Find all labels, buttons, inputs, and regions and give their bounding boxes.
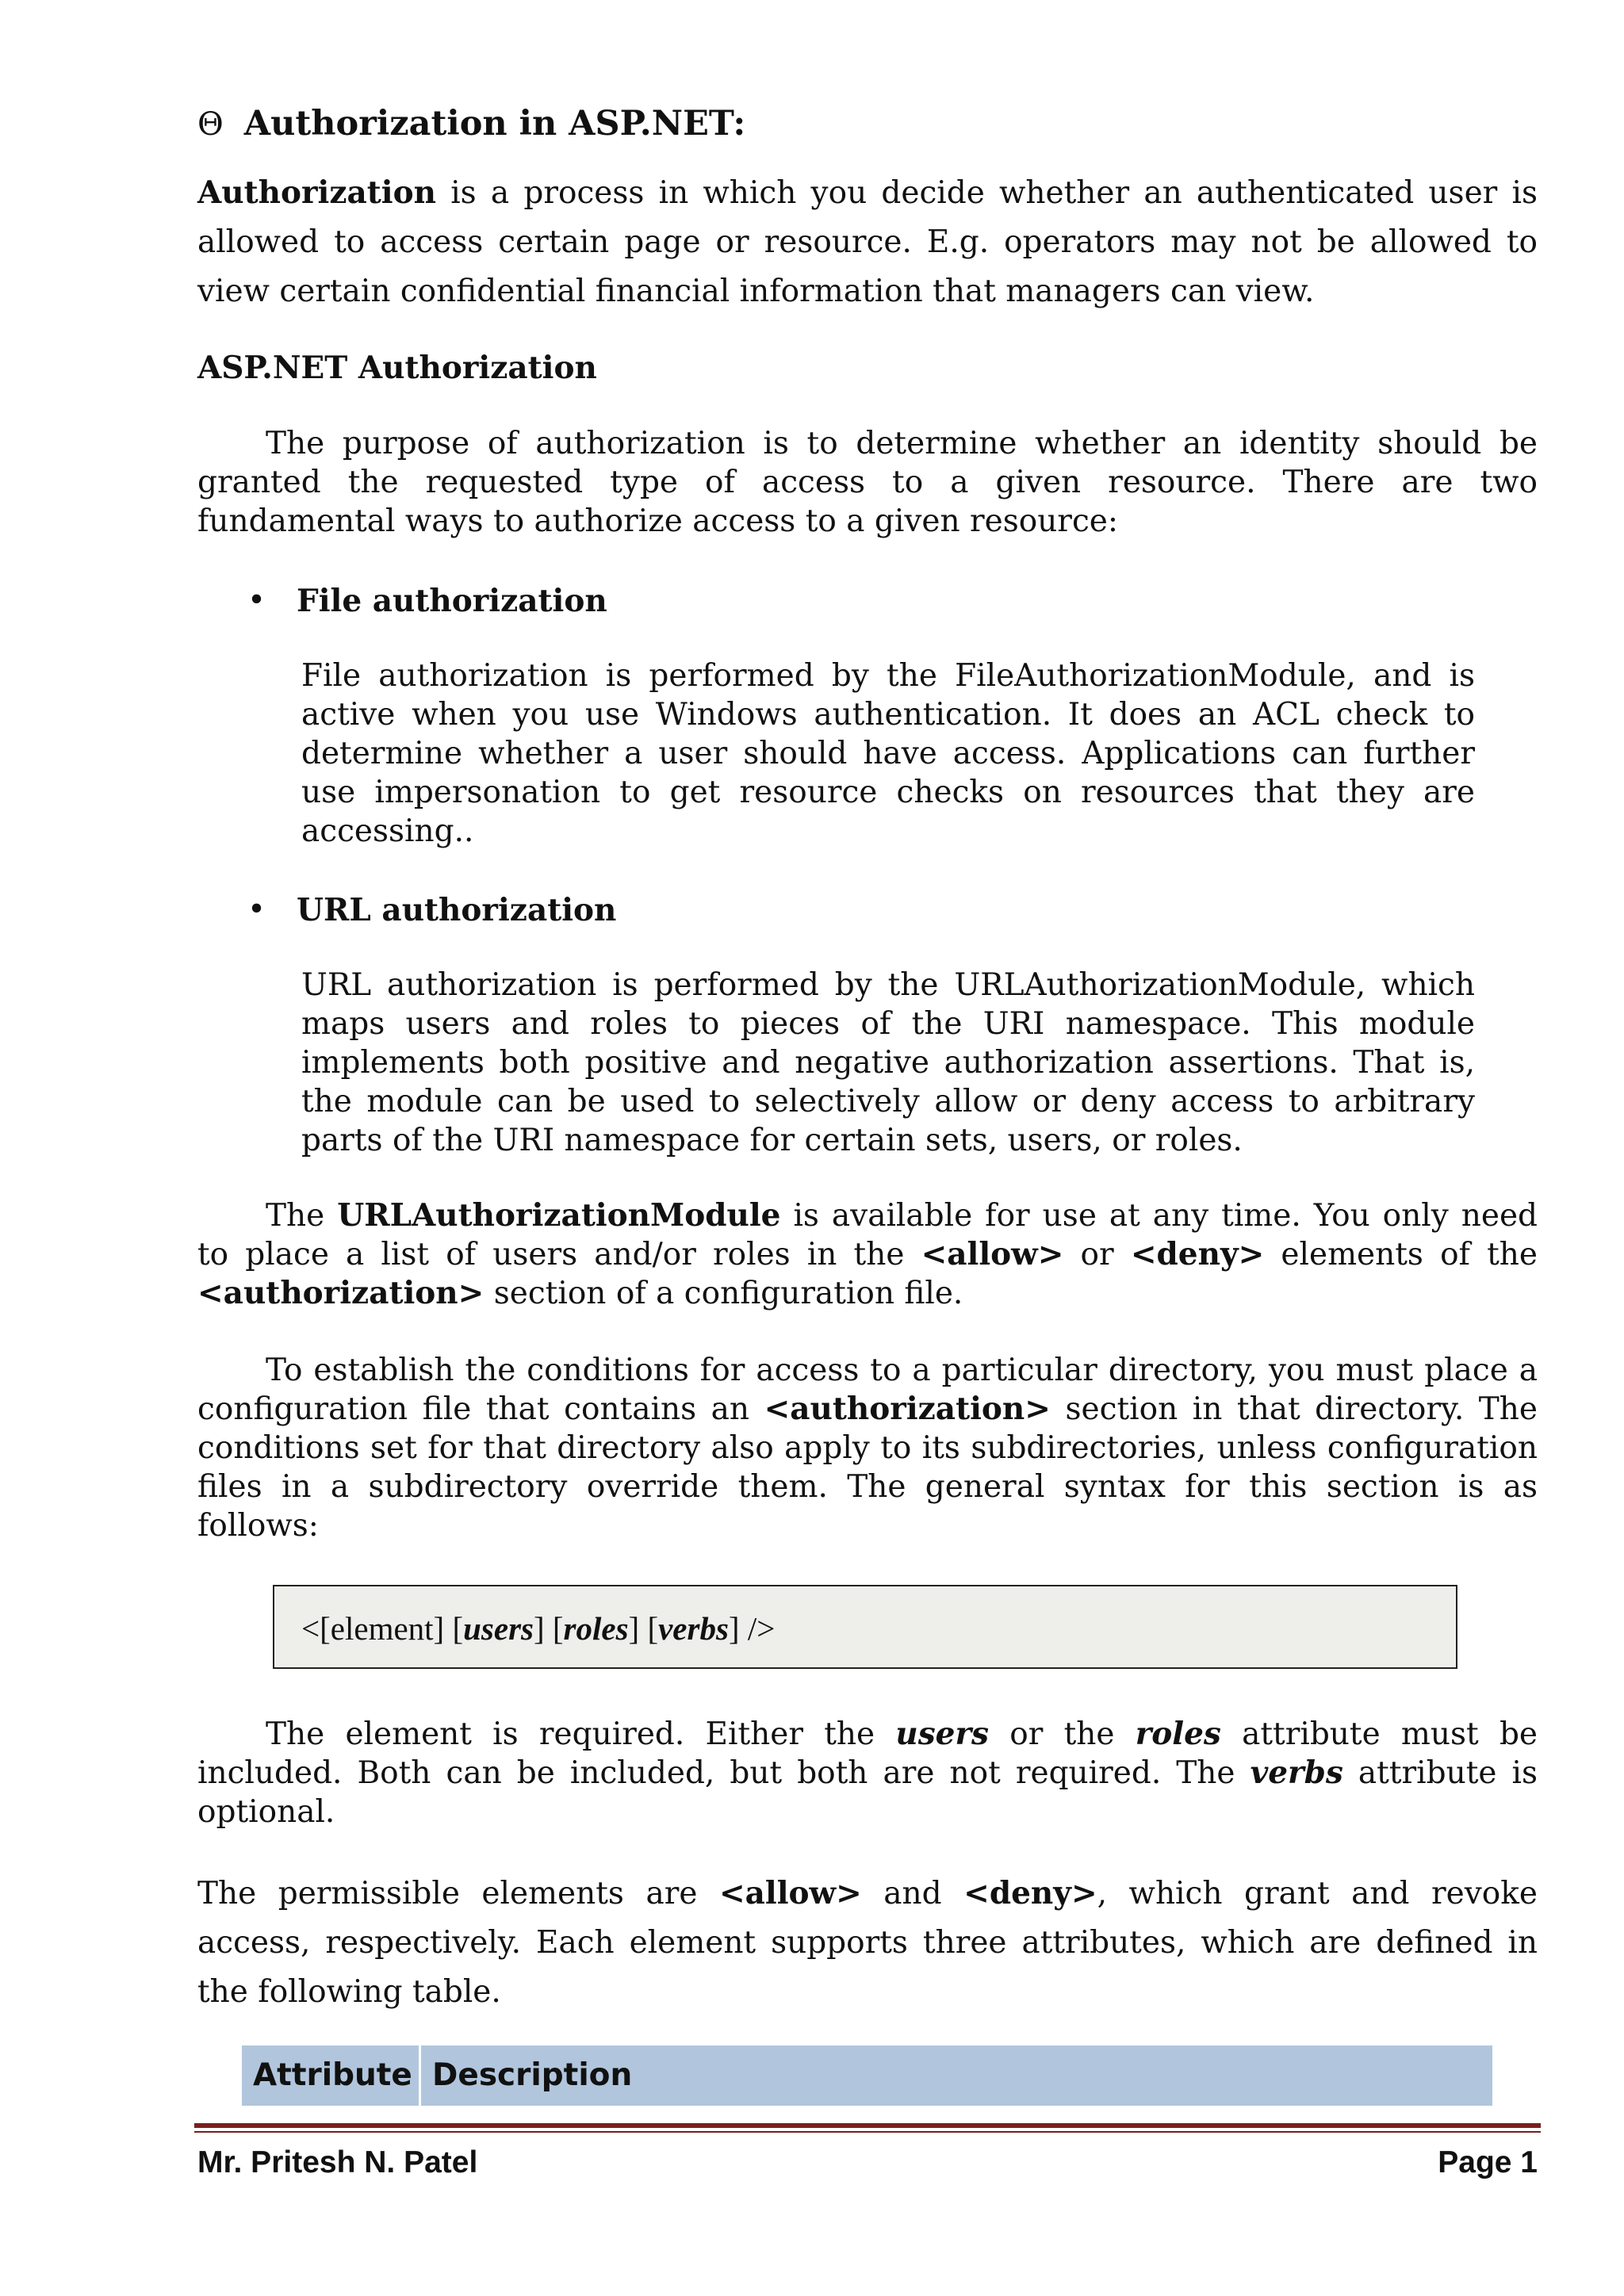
bullet-title-url-authorization: URL authorization [297, 892, 617, 928]
attributes-table-header [242, 2045, 1492, 2106]
syntax-code-box: <[element] [users] [roles] [verbs] /> [273, 1585, 1457, 1669]
permissible-paragraph: The permissible elements are <allow> and <deny>, which grant and revoke access, respectively. Each element supports three attributes, which are defined in the following table. [197, 1875, 1538, 2010]
footer-page-number: Page 1 [1438, 2145, 1538, 2179]
page-heading [197, 100, 745, 148]
footer-rule-thin [194, 2131, 1541, 2133]
theta-bullet-icon: Θ [197, 106, 224, 143]
file-authorization-paragraph: File authorization is performed by the FileAuthorizationModule, and is active when you use Windows authentication. It does an ACL check to determine whether a user should have access. Applications can further use impersonation to get resource checks on resources that they are accessing.. [301, 658, 1475, 849]
footer-author: Mr. Pritesh N. Patel [197, 2145, 478, 2179]
column-header-description: Description [432, 2057, 633, 2093]
element-paragraph: The element is required. Either the users or the roles attribute must be included. Both can be included, but both are not required. The verbs attribute is optional. [197, 1716, 1538, 1830]
footer-rule-thick [194, 2123, 1541, 2128]
directory-paragraph: To establish the conditions for access to a particular directory, you must place a configuration file that contains an <authorization> section in that directory. The conditions set for that directory also apply to its subdirectories, unless configuration files in a subdirectory override them. The general syntax for this section is as follows: [197, 1353, 1538, 1544]
intro-paragraph [197, 168, 1538, 316]
section-title: ASP.NET Authorization [197, 350, 597, 386]
url-authorization-paragraph: URL authorization is performed by the URLAuthorizationModule, which maps users and roles to pieces of the URI namespace. This module implements both positive and negative authorization assertions. That is, the module can be used to selectively allow or deny access to arbitrary parts of the URI namespace for certain sets, users, or roles. [301, 967, 1475, 1158]
purpose-text: The purpose of authorization is to determine whether an identity should be granted the requested type of access to a given resource. There are two fundamental ways to authorize access to a given resource: [197, 426, 1538, 539]
bullet-icon: • [247, 892, 266, 928]
column-divider [419, 2045, 421, 2106]
bullet-icon: • [247, 583, 266, 618]
module-paragraph: The URLAuthorizationModule is available for use at any time. You only need to place a list of users and/or roles in the <allow> or <deny> elements of the <authorization> section of a configuration file. [197, 1197, 1538, 1311]
column-header-attribute: Attribute [253, 2057, 412, 2093]
bullet-title-file-authorization: File authorization [297, 583, 607, 619]
heading-title: Authorization in ASP.NET: [243, 104, 746, 144]
purpose-paragraph [197, 424, 1538, 541]
intro-term: Authorization [197, 174, 436, 211]
intro-text: is a process in which you decide whether an authenticated user is allowed to access certain page or resource. E.g. operators may not be allowed to view certain confidential financial information that managers can view. [197, 175, 1538, 309]
